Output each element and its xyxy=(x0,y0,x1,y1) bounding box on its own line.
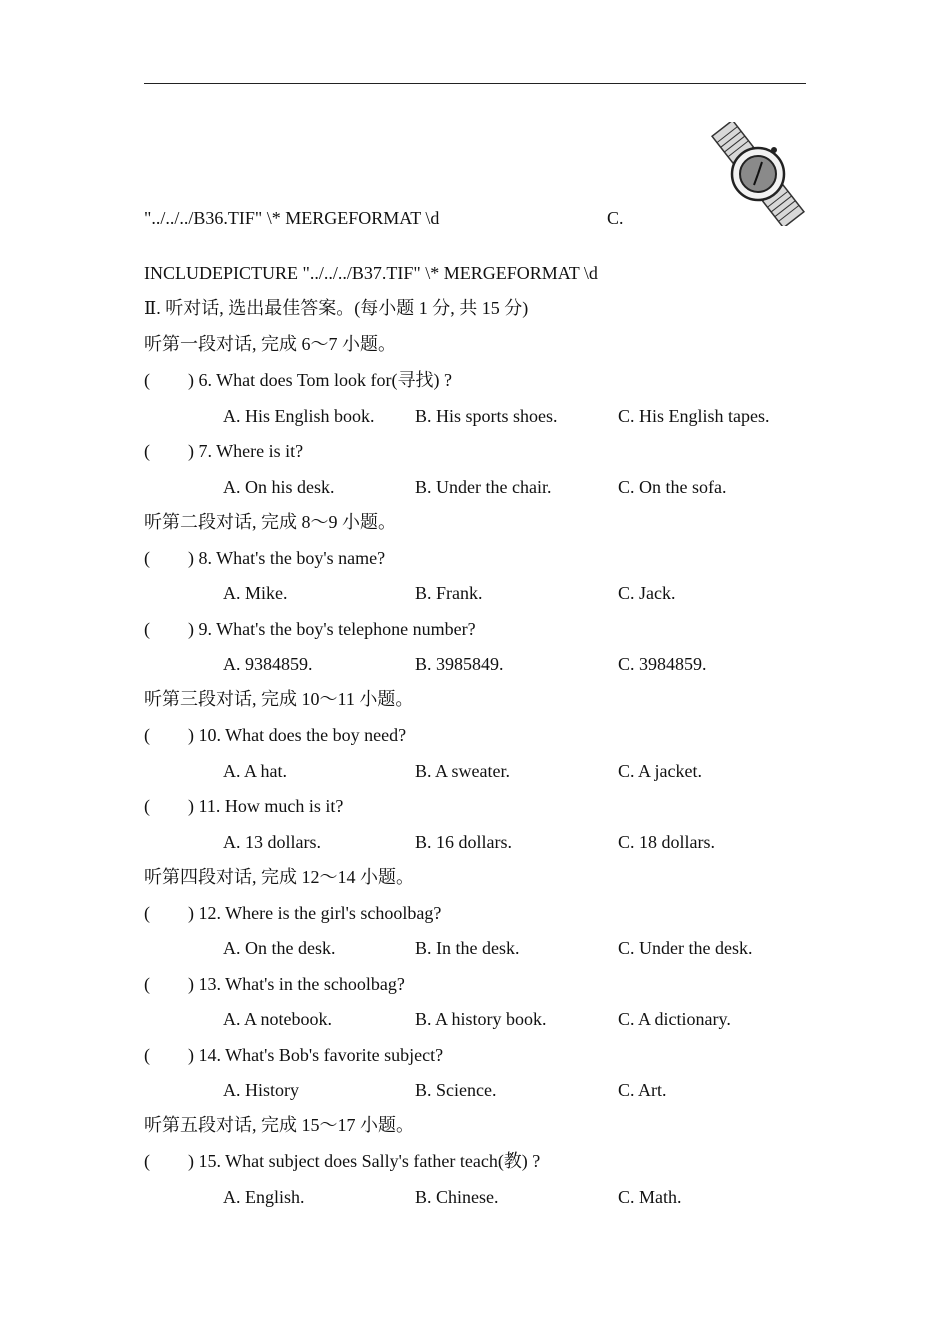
option-a: A. A notebook. xyxy=(223,1009,333,1029)
option-a: A. On his desk. xyxy=(223,477,335,497)
group-heading: 听第四段对话, 完成 12～14 小题。 xyxy=(144,867,414,887)
option-c: C. 18 dollars. xyxy=(618,832,715,852)
question-text: ) 14. What's Bob's favorite subject? xyxy=(188,1045,444,1065)
option-c: C. On the sofa. xyxy=(618,477,727,497)
option-a: A. English. xyxy=(223,1187,305,1207)
option-c: C. Jack. xyxy=(618,583,676,603)
option-b: B. His sports shoes. xyxy=(415,406,558,426)
option-c: C. Under the desk. xyxy=(618,938,753,958)
option-a: A. On the desk. xyxy=(223,938,336,958)
section-title: Ⅱ. 听对话, 选出最佳答案。(每小题 1 分, 共 15 分) xyxy=(144,298,529,318)
question-text: ) 12. Where is the girl's schoolbag? xyxy=(188,903,442,923)
option-b: B. 3985849. xyxy=(415,654,504,674)
option-c: C. 3984859. xyxy=(618,654,707,674)
question-text: ) 9. What's the boy's telephone number? xyxy=(188,619,476,639)
answer-blank[interactable]: ( xyxy=(144,370,150,390)
option-a: A. His English book. xyxy=(223,406,375,426)
option-b: B. Science. xyxy=(415,1080,497,1100)
option-a: A. A hat. xyxy=(223,761,288,781)
question-text: ) 6. What does Tom look for(寻找) ? xyxy=(188,370,453,390)
option-a: A. 9384859. xyxy=(223,654,313,674)
option-b: B. A history book. xyxy=(415,1009,547,1029)
option-c: C. Art. xyxy=(618,1080,667,1100)
watch-icon xyxy=(708,122,808,226)
picture-field-b37: INCLUDEPICTURE "../../../B37.TIF" \* MERGEFORMAT \d xyxy=(144,263,598,283)
question-text: ) 15. What subject does Sally's father teach(教) ? xyxy=(188,1151,541,1171)
answer-blank[interactable]: ( xyxy=(144,1045,150,1065)
option-c: C. A dictionary. xyxy=(618,1009,731,1029)
option-b: B. Chinese. xyxy=(415,1187,499,1207)
option-b: B. Frank. xyxy=(415,583,483,603)
answer-blank[interactable]: ( xyxy=(144,903,150,923)
option-b: B. In the desk. xyxy=(415,938,520,958)
answer-blank[interactable]: ( xyxy=(144,1151,150,1171)
option-a: A. Mike. xyxy=(223,583,288,603)
question-text: ) 7. Where is it? xyxy=(188,441,304,461)
group-heading: 听第一段对话, 完成 6～7 小题。 xyxy=(144,334,396,354)
header-rule xyxy=(144,83,806,84)
option-b: B. 16 dollars. xyxy=(415,832,512,852)
question-text: ) 10. What does the boy need? xyxy=(188,725,407,745)
option-b: B. Under the chair. xyxy=(415,477,552,497)
answer-blank[interactable]: ( xyxy=(144,725,150,745)
group-heading: 听第三段对话, 完成 10～11 小题。 xyxy=(144,689,414,709)
option-a: A. 13 dollars. xyxy=(223,832,321,852)
group-heading: 听第二段对话, 完成 8～9 小题。 xyxy=(144,512,396,532)
option-c: C. Math. xyxy=(618,1187,682,1207)
option-c-label: C. xyxy=(607,208,624,228)
question-text: ) 13. What's in the schoolbag? xyxy=(188,974,405,994)
group-heading: 听第五段对话, 完成 15～17 小题。 xyxy=(144,1115,414,1135)
option-c: C. His English tapes. xyxy=(618,406,770,426)
option-a: A. History xyxy=(223,1080,299,1100)
option-c: C. A jacket. xyxy=(618,761,702,781)
answer-blank[interactable]: ( xyxy=(144,441,150,461)
question-text: ) 11. How much is it? xyxy=(188,796,344,816)
answer-blank[interactable]: ( xyxy=(144,796,150,816)
answer-blank[interactable]: ( xyxy=(144,974,150,994)
answer-blank[interactable]: ( xyxy=(144,619,150,639)
picture-field-b36: "../../../B36.TIF" \* MERGEFORMAT \d xyxy=(144,208,440,228)
question-text: ) 8. What's the boy's name? xyxy=(188,548,386,568)
answer-blank[interactable]: ( xyxy=(144,548,150,568)
option-b: B. A sweater. xyxy=(415,761,510,781)
